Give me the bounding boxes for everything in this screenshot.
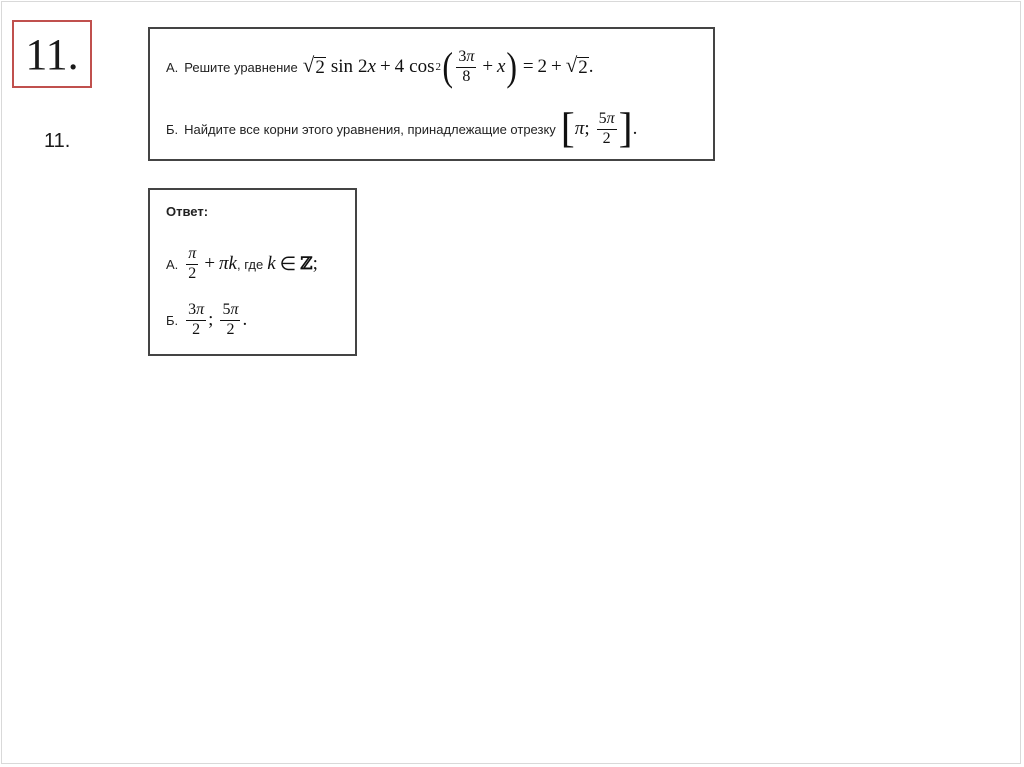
task-part-b <box>166 107 637 151</box>
answer-a-formula: $\frac{\pi}{2}$ + πk <box>188 244 237 282</box>
task-part-a-label: А. <box>166 59 179 75</box>
answer-part-a-label: А. <box>166 256 179 272</box>
interval-formula: [ π ; $\frac{5\pi}{2}$ ] . <box>560 106 638 152</box>
answer-part-a-text: , где <box>236 256 264 272</box>
task-box <box>148 27 715 161</box>
slide-subnumber: 11. <box>44 130 71 152</box>
task-part-a-text: Решите уравнение <box>184 59 298 75</box>
answer-part-a <box>166 242 318 286</box>
answer-b-formula: $\frac{3\pi}{2}$ ; $\frac{5\pi}{2}$ . <box>188 300 248 338</box>
answer-box <box>148 188 357 356</box>
task-part-a <box>166 44 594 89</box>
task-part-b-label: Б. <box>166 121 179 137</box>
slide-number-badge: 11. <box>12 20 92 88</box>
answer-part-b <box>166 298 247 342</box>
answer-title: Ответ: <box>166 204 209 219</box>
answer-a-condition: k ∈ ℤ ; <box>267 253 318 275</box>
task-part-b-text: Найдите все корни этого уравнения, принадлежащие отрезку <box>184 121 556 137</box>
equation-formula: √ 2 sin 2 x + 4 cos 2 ( $\frac{3\pi}{8}$ + x ) = 2 + √ 2 . <box>302 44 594 89</box>
answer-part-b-label: Б. <box>166 312 179 328</box>
